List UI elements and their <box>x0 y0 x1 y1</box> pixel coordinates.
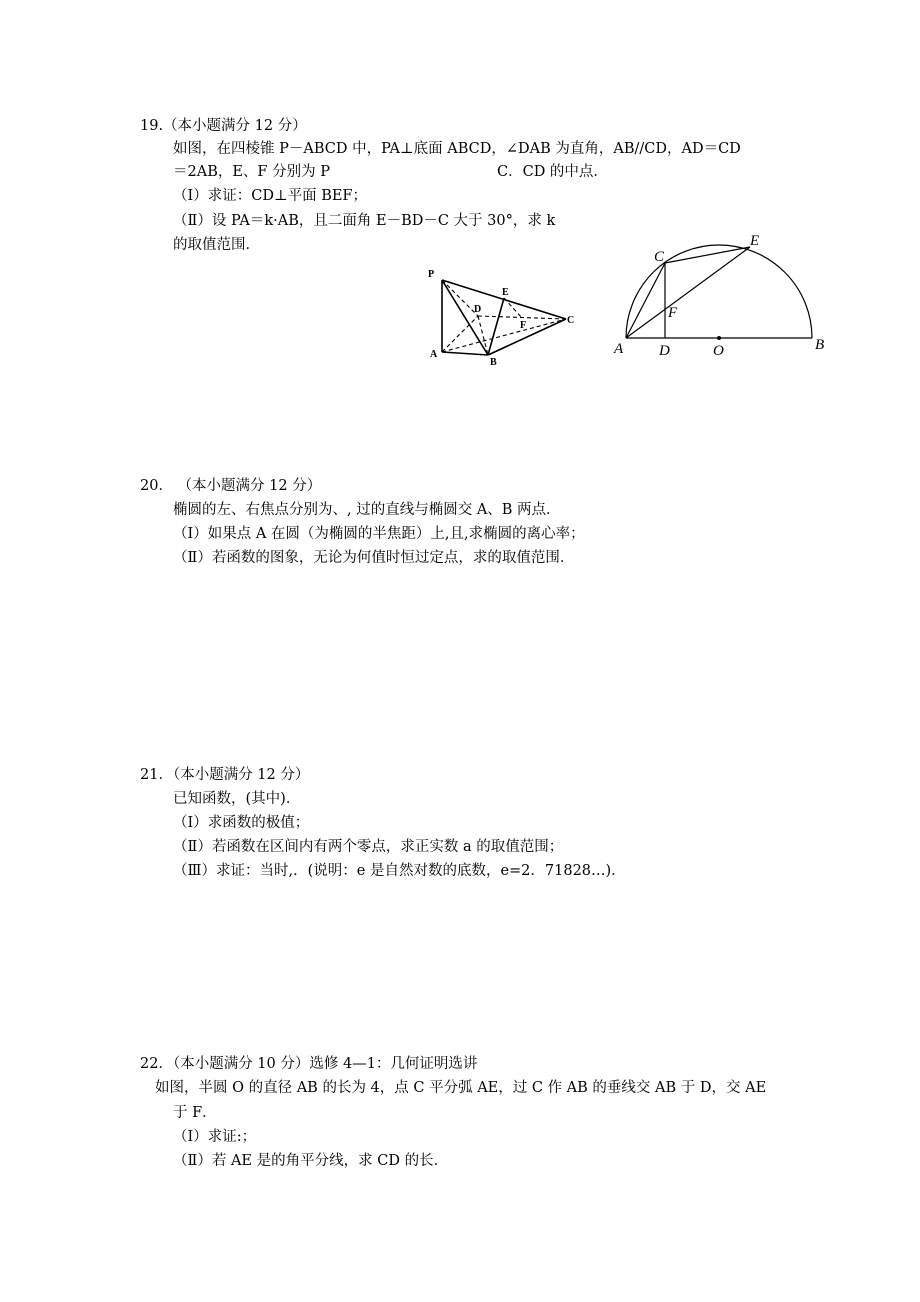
fig2-label-b: B <box>815 337 825 353</box>
fig2-label-f: F <box>668 305 678 321</box>
q20-header: 20． （本小题满分 12 分） <box>140 478 322 494</box>
fig1-label-f: F <box>520 320 527 331</box>
fig1-label-c: C <box>567 315 575 326</box>
q21-part3: （Ⅲ）求证：当时,．(说明：e 是自然对数的底数，e=2．71828…)． <box>173 863 626 879</box>
q20-part2: （Ⅱ）若函数的图象，无论为何值时恒过定点，求的取值范围． <box>173 550 575 566</box>
fig1-label-e: E <box>502 287 509 298</box>
q21-part1: （Ⅰ）求函数的极值； <box>173 815 310 831</box>
q19-header: 19.（本小题满分 12 分） <box>140 118 307 134</box>
q21-header: 21．（本小题满分 12 分） <box>140 767 310 783</box>
q19-part1: （Ⅰ）求证：CD⊥平面 BEF； <box>173 188 367 204</box>
fig1-label-b: B <box>490 357 497 368</box>
q21-part2: （Ⅱ）若函数在区间内有两个零点，求正实数 a 的取值范围； <box>173 839 564 855</box>
q22-line2: 于 F． <box>173 1105 217 1121</box>
fig2-label-c: C <box>654 249 665 265</box>
fig2-label-o: O <box>713 343 724 358</box>
q22-part2: （Ⅱ）若 AE 是的角平分线，求 CD 的长． <box>173 1153 449 1169</box>
q19-line2a: ＝2AB，E、F 分别为 P <box>173 164 330 180</box>
q19-line2b: C．CD 的中点． <box>497 164 608 180</box>
semicircle-figure <box>610 228 835 358</box>
q19-part2-cont: 的取值范围． <box>173 237 260 253</box>
fig2-label-a: A <box>614 341 624 357</box>
fig1-label-a: A <box>430 349 438 360</box>
fig2-label-e: E <box>750 233 760 249</box>
q19-line1: 如图，在四棱锥 P－ABCD 中，PA⊥底面 ABCD，∠DAB 为直角，AB//CD，AD＝CD <box>173 141 741 157</box>
q21-line1: 已知函数，(其中)． <box>173 791 301 807</box>
q20-line1: 椭圆的左、右焦点分别为、, 过的直线与椭圆交 A、B 两点． <box>173 502 561 518</box>
fig2-label-d: D <box>659 343 670 358</box>
pyramid-figure <box>420 262 590 372</box>
q22-line1: 如图，半圆 O 的直径 AB 的长为 4，点 C 平分弧 AE，过 C 作 AB 的垂线交 AB 于 D，交 AE <box>155 1080 767 1096</box>
q22-header: 22．（本小题满分 10 分）选修 4—1：几何证明选讲 <box>140 1056 478 1072</box>
q22-part1: （Ⅰ）求证:； <box>173 1129 257 1145</box>
fig1-label-d: D <box>474 304 482 315</box>
fig1-label-p: P <box>428 269 435 280</box>
q19-part2: （Ⅱ）设 PA＝k·AB，且二面角 E－BD－C 大于 30°，求 k <box>173 213 556 229</box>
q20-part1: （Ⅰ）如果点 A 在圆（为椭圆的半焦距）上,且,求椭圆的离心率； <box>173 526 585 542</box>
